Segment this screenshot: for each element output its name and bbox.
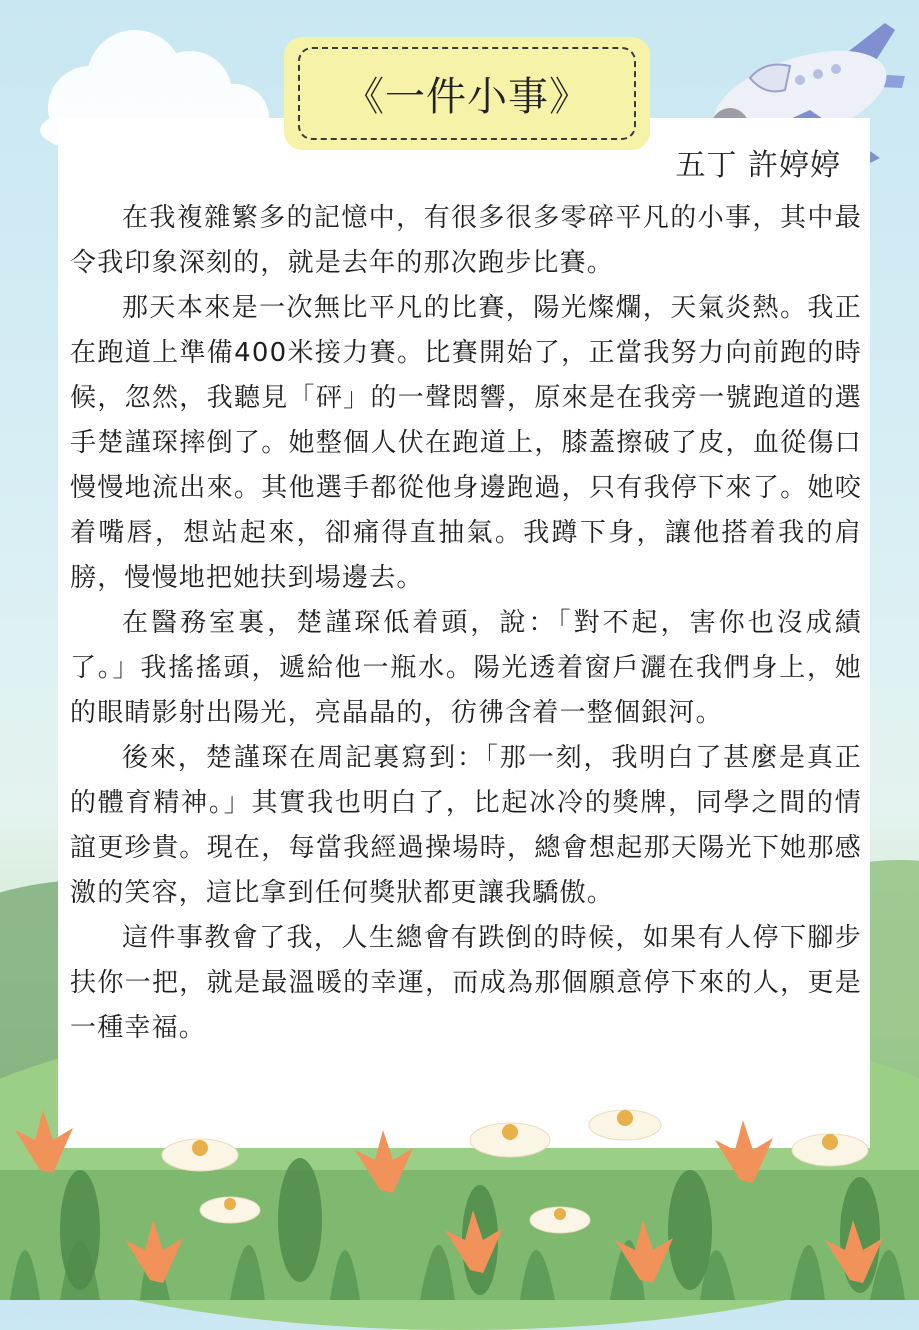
paragraph-5: 這件事教會了我，人生總會有跌倒的時候，如果有人停下腳步扶你一把，就是最溫暖的幸運，而成為那個願意停下來的人，更是一種幸福。 xyxy=(70,923,862,1043)
author-line: 五丁 許婷婷 xyxy=(675,148,841,183)
title-frame xyxy=(298,47,636,140)
title-box xyxy=(284,37,650,150)
paragraph-3: 在醫務室裏，楚謹琛低着頭，說：「對不起，害你也沒成績了。」我搖搖頭，遞給他一瓶水。陽光透着窗戶灑在我們身上，她的眼睛影射出陽光，亮晶晶的，彷彿含着一整個銀河。 xyxy=(70,608,862,728)
essay-title: 《一件小事》 xyxy=(344,74,590,120)
flower-meadow-illustration xyxy=(0,1080,919,1300)
paragraph-4: 後來，楚謹琛在周記裏寫到：「那一刻，我明白了甚麼是真正的體育精神。」其實我也明白了，比起冰冷的獎牌，同學之間的情誼更珍貴。現在，每當我經過操場時，總會想起那天陽光下她那感激的笑容，這比拿到任何獎狀都更讓我驕傲。 xyxy=(70,743,862,908)
paragraph-1: 在我複雜繁多的記憶中，有很多很多零碎平凡的小事，其中最令我印象深刻的，就是去年的那次跑步比賽。 xyxy=(70,203,862,278)
essay-body xyxy=(70,196,862,1051)
paragraph-2: 那天本來是一次無比平凡的比賽，陽光燦爛，天氣炎熱。我正在跑道上準備400米接力賽。比賽開始了，正當我努力向前跑的時候，忽然，我聽見「砰」的一聲悶響，原來是在我旁一號跑道的選手楚謹琛摔倒了。她整個人伏在跑道上，膝蓋擦破了皮，血從傷口慢慢地流出來。其他選手都從他身邊跑過，只有我停下來了。她咬着嘴唇，想站起來，卻痛得直抽氣。我蹲下身，讓他搭着我的肩膀，慢慢地把她扶到場邊去。 xyxy=(70,293,862,593)
